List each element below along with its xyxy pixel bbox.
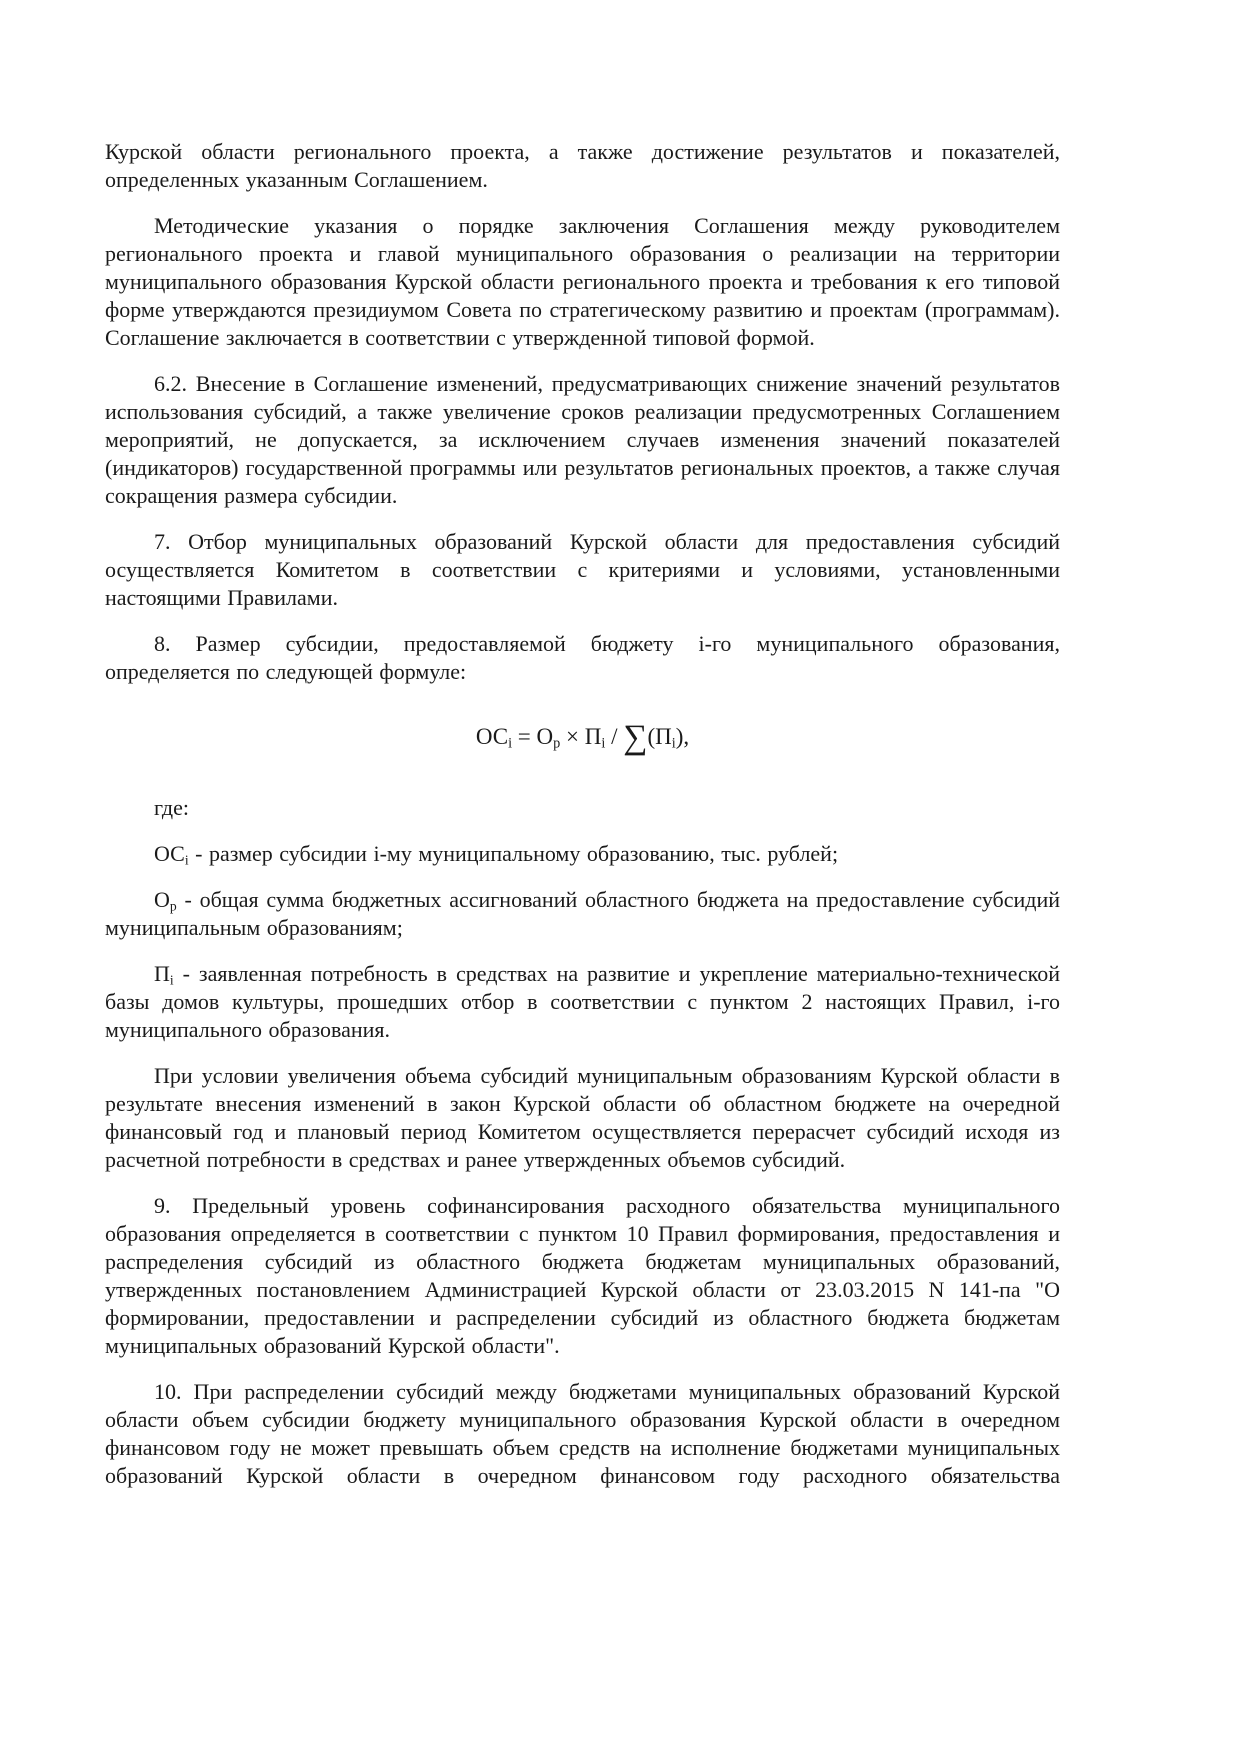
where-label: где:: [154, 795, 189, 820]
definition-p-term: П: [154, 961, 170, 986]
definition-p: [105, 960, 1060, 1044]
paragraph-recalculation: При условии увеличения объема субсидий муниципальным образованиям Курской области в результате внесения изменений в закон Курской области об областном бюджете на очередной финансовый год и плановый период Комитетом осуществляется перерасчет субсидий исходя из расчетной потребности в средствах и ранее утвержденных объемов субсидий.: [105, 1063, 1060, 1172]
paragraph-10: 10. При распределении субсидий между бюджетами муниципальных образований Курской области объем субсидии бюджету муниципального образования Курской области в очередном финансовом году не может превышать объем средств на исполнение бюджетами муниципальных образований Курской области в очередном финансовом году расходного обязательства: [105, 1379, 1060, 1488]
definition-o-text: - общая сумма бюджетных ассигнований областного бюджета на предоставление субсидий муниципальным образованиям;: [105, 887, 1060, 940]
definition-oc: [105, 840, 1060, 868]
definition-oc-term-sub: i: [184, 852, 189, 868]
definition-p-text: - заявленная потребность в средствах на развитие и укрепление материально-технической базы домов культуры, прошедших отбор в соответствии с пунктом 2 настоящих Правил, i-го муниципального образования.: [105, 961, 1060, 1042]
formula-times-sign: ×: [560, 724, 585, 749]
formula-o-sub: р: [553, 735, 561, 752]
paragraph-7: 7. Отбор муниципальных образований Курской области для предоставления субсидий осуществляется Комитетом в соответствии с критериями и условиями, установленными настоящими Правилами.: [105, 529, 1060, 610]
formula-lhs-sub: i: [508, 735, 513, 752]
paragraph-6-2: 6.2. Внесение в Соглашение изменений, предусматривающих снижение значений результатов использования субсидий, а также увеличение сроков реализации предусмотренных Соглашением мероприятий, не допускается, за исключением случаев изменения значений показателей (индикаторов) государственной программы или результатов региональных проектов, а также случая сокращения размера субсидии.: [105, 371, 1060, 508]
formula-equals-sign: =: [512, 724, 537, 749]
paragraph-continuation: Курской области регионального проекта, а также достижение результатов и показателей, определенных указанным Соглашением.: [105, 139, 1060, 192]
formula-block: [105, 719, 1060, 757]
paragraph-8: 8. Размер субсидии, предоставляемой бюджету i-го муниципального образования, определяется по следующей формуле:: [105, 631, 1060, 684]
formula-o-base: О: [536, 724, 554, 749]
paragraph-9: 9. Предельный уровень софинансирования расходного обязательства муниципального образования определяется в соответствии с пунктом 10 Правил формирования, предоставления и распределения субсидий из областного бюджета бюджетам муниципальных образований, утвержденных постановлением Администрацией Курской области от 23.03.2015 N 141-па "О формировании, предоставлении и распределении субсидий из областного бюджета бюджетам муниципальных образований Курской области".: [105, 1193, 1060, 1358]
paragraph-method-guidelines: Методические указания о порядке заключения Соглашения между руководителем регионального проекта и главой муниципального образования о реализации на территории муниципального образования Курской области регионального проекта и требования к его типовой форме утверждаются президиумом Совета по стратегическому развитию и проектам (программам). Соглашение заключается в соответствии с утвержденной типовой формой.: [105, 213, 1060, 350]
formula-p-base: П: [584, 724, 602, 749]
formula-lhs-base: ОС: [475, 724, 509, 749]
formula-tail-sub: i: [671, 735, 676, 752]
formula-divide-sign: /: [605, 724, 624, 749]
definition-o-term-sub: р: [169, 898, 177, 914]
formula-tail-close: ),: [675, 724, 690, 749]
definition-o: [105, 886, 1060, 942]
formula-tail-open: (П: [647, 724, 672, 749]
formula-p-sub: i: [601, 735, 606, 752]
formula-sum-sign: ∑: [623, 719, 648, 757]
definition-oc-term: ОС: [154, 841, 185, 866]
definition-p-term-sub: i: [169, 972, 174, 988]
definition-o-term: О: [154, 887, 170, 912]
definition-oc-text: - размер субсидии i-му муниципальному образованию, тыс. рублей;: [188, 841, 839, 866]
